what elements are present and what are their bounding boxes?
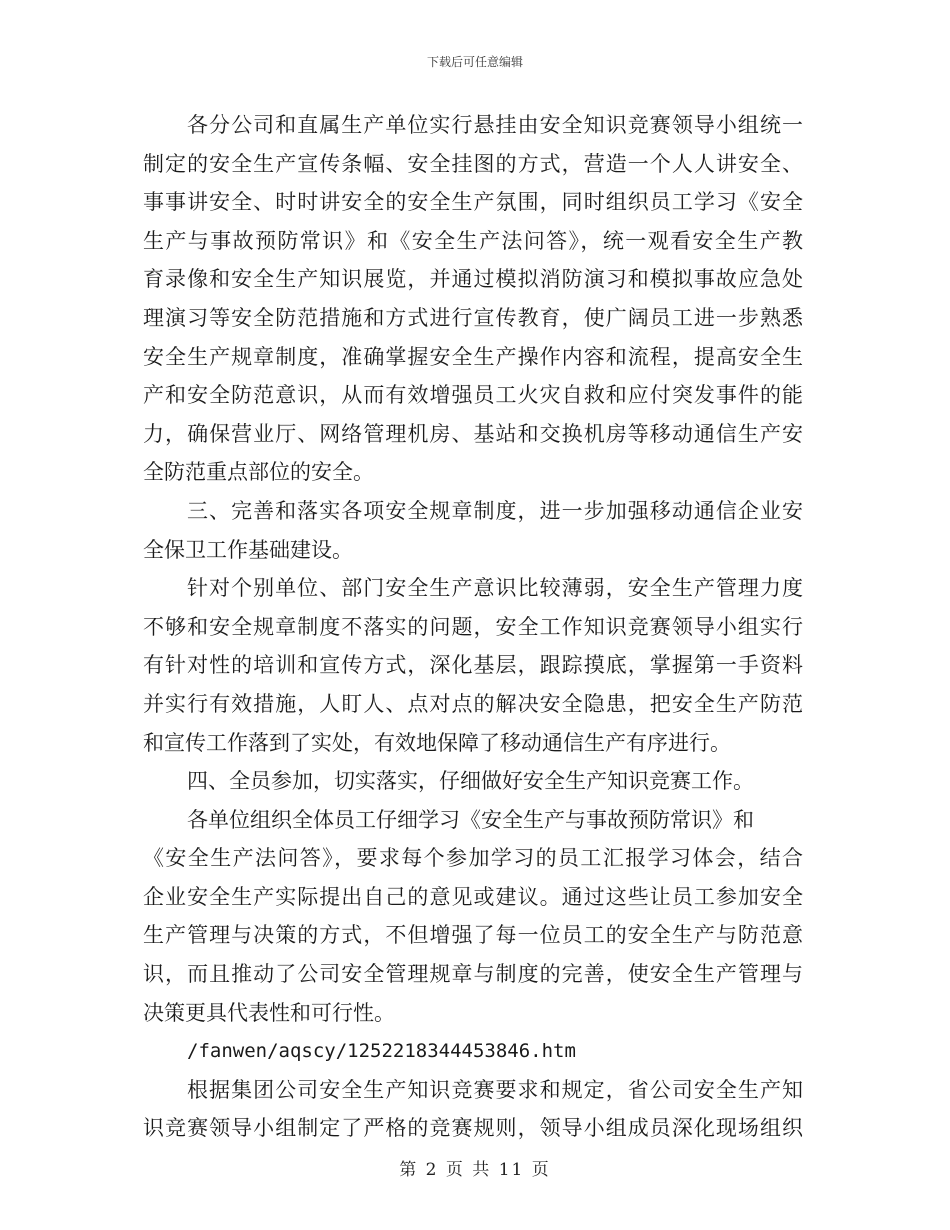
text-line: 三、完善和落实各项安全规章制度，进一步加强移动通信企业安 [187, 498, 803, 523]
text-line: 事事讲安全、时时讲安全的安全生产氛围，同时组织员工学习《安全 [143, 190, 803, 215]
text-line: 生产管理与决策的方式，不但增强了每一位员工的安全生产与防范意 [143, 923, 803, 948]
text-line: 安全生产规章制度，准确掌握安全生产操作内容和流程，提高安全生 [143, 344, 803, 369]
page-header-note: 下载后可任意编辑 [426, 55, 523, 69]
text-line: 制定的安全生产宣传条幅、安全挂图的方式，营造一个人人讲安全、 [143, 151, 803, 176]
text-line: 决策更具代表性和可行性。 [143, 1000, 395, 1025]
text-line: 力，确保营业厅、网络管理机房、基站和交换机房等移动通信生产安 [143, 421, 803, 446]
text-line: 全防范重点部位的安全。 [143, 460, 374, 485]
document-body [143, 106, 803, 1148]
text-line: 育录像和安全生产知识展览，并通过模拟消防演习和模拟事故应急处 [143, 267, 803, 292]
text-line: 企业安全生产实际提出自己的意见或建议。通过这些让员工参加安全 [143, 884, 803, 909]
text-line: 四、全员参加，切实落实，仔细做好安全生产知识竞赛工作。 [187, 769, 754, 794]
text-line: 识竞赛领导小组制定了严格的竞赛规则，领导小组成员深化现场组织 [143, 1116, 803, 1141]
text-line: 各分公司和直属生产单位实行悬挂由安全知识竞赛领导小组统一 [187, 113, 803, 137]
text-line: 理演习等安全防范措施和方式进行宣传教育，使广阔员工进一步熟悉 [143, 305, 803, 330]
text-line: 产和安全防范意识，从而有效增强员工火灾自救和应付突发事件的能 [143, 383, 803, 408]
text-line: 针对个别单位、部门安全生产意识比较薄弱，安全生产管理力度 [187, 576, 803, 601]
page-number-footer: 第 2 页 共 11 页 [399, 1160, 551, 1180]
text-line: 《安全生产法问答》，要求每个参加学习的员工汇报学习体会，结合 [143, 846, 803, 871]
url-line: /fanwen/aqscy/1252218344453846.htm [187, 1040, 576, 1063]
text-line: 根据集团公司安全生产知识竞赛要求和规定，省公司安全生产知 [187, 1077, 803, 1102]
text-line: 并实行有效措施，人盯人、点对点的解决安全隐患，把安全生产防范 [143, 691, 803, 716]
text-line: 生产与事故预防常识》和《安全生产法问答》，统一观看安全生产教 [143, 228, 803, 253]
text-line: 有针对性的培训和宣传方式，深化基层，跟踪摸底，掌握第一手资料 [143, 653, 803, 678]
text-line: 不够和安全规章制度不落实的问题，安全工作知识竞赛领导小组实行 [143, 614, 803, 639]
text-line: 和宣传工作落到了实处，有效地保障了移动通信生产有序进行。 [143, 730, 731, 755]
text-line: 各单位组织全体员工仔细学习《安全生产与事故预防常识》和 [187, 807, 754, 832]
text-line: 识，而且推动了公司安全管理规章与制度的完善，使安全生产管理与 [143, 962, 803, 987]
text-line: 全保卫工作基础建设。 [143, 537, 353, 562]
